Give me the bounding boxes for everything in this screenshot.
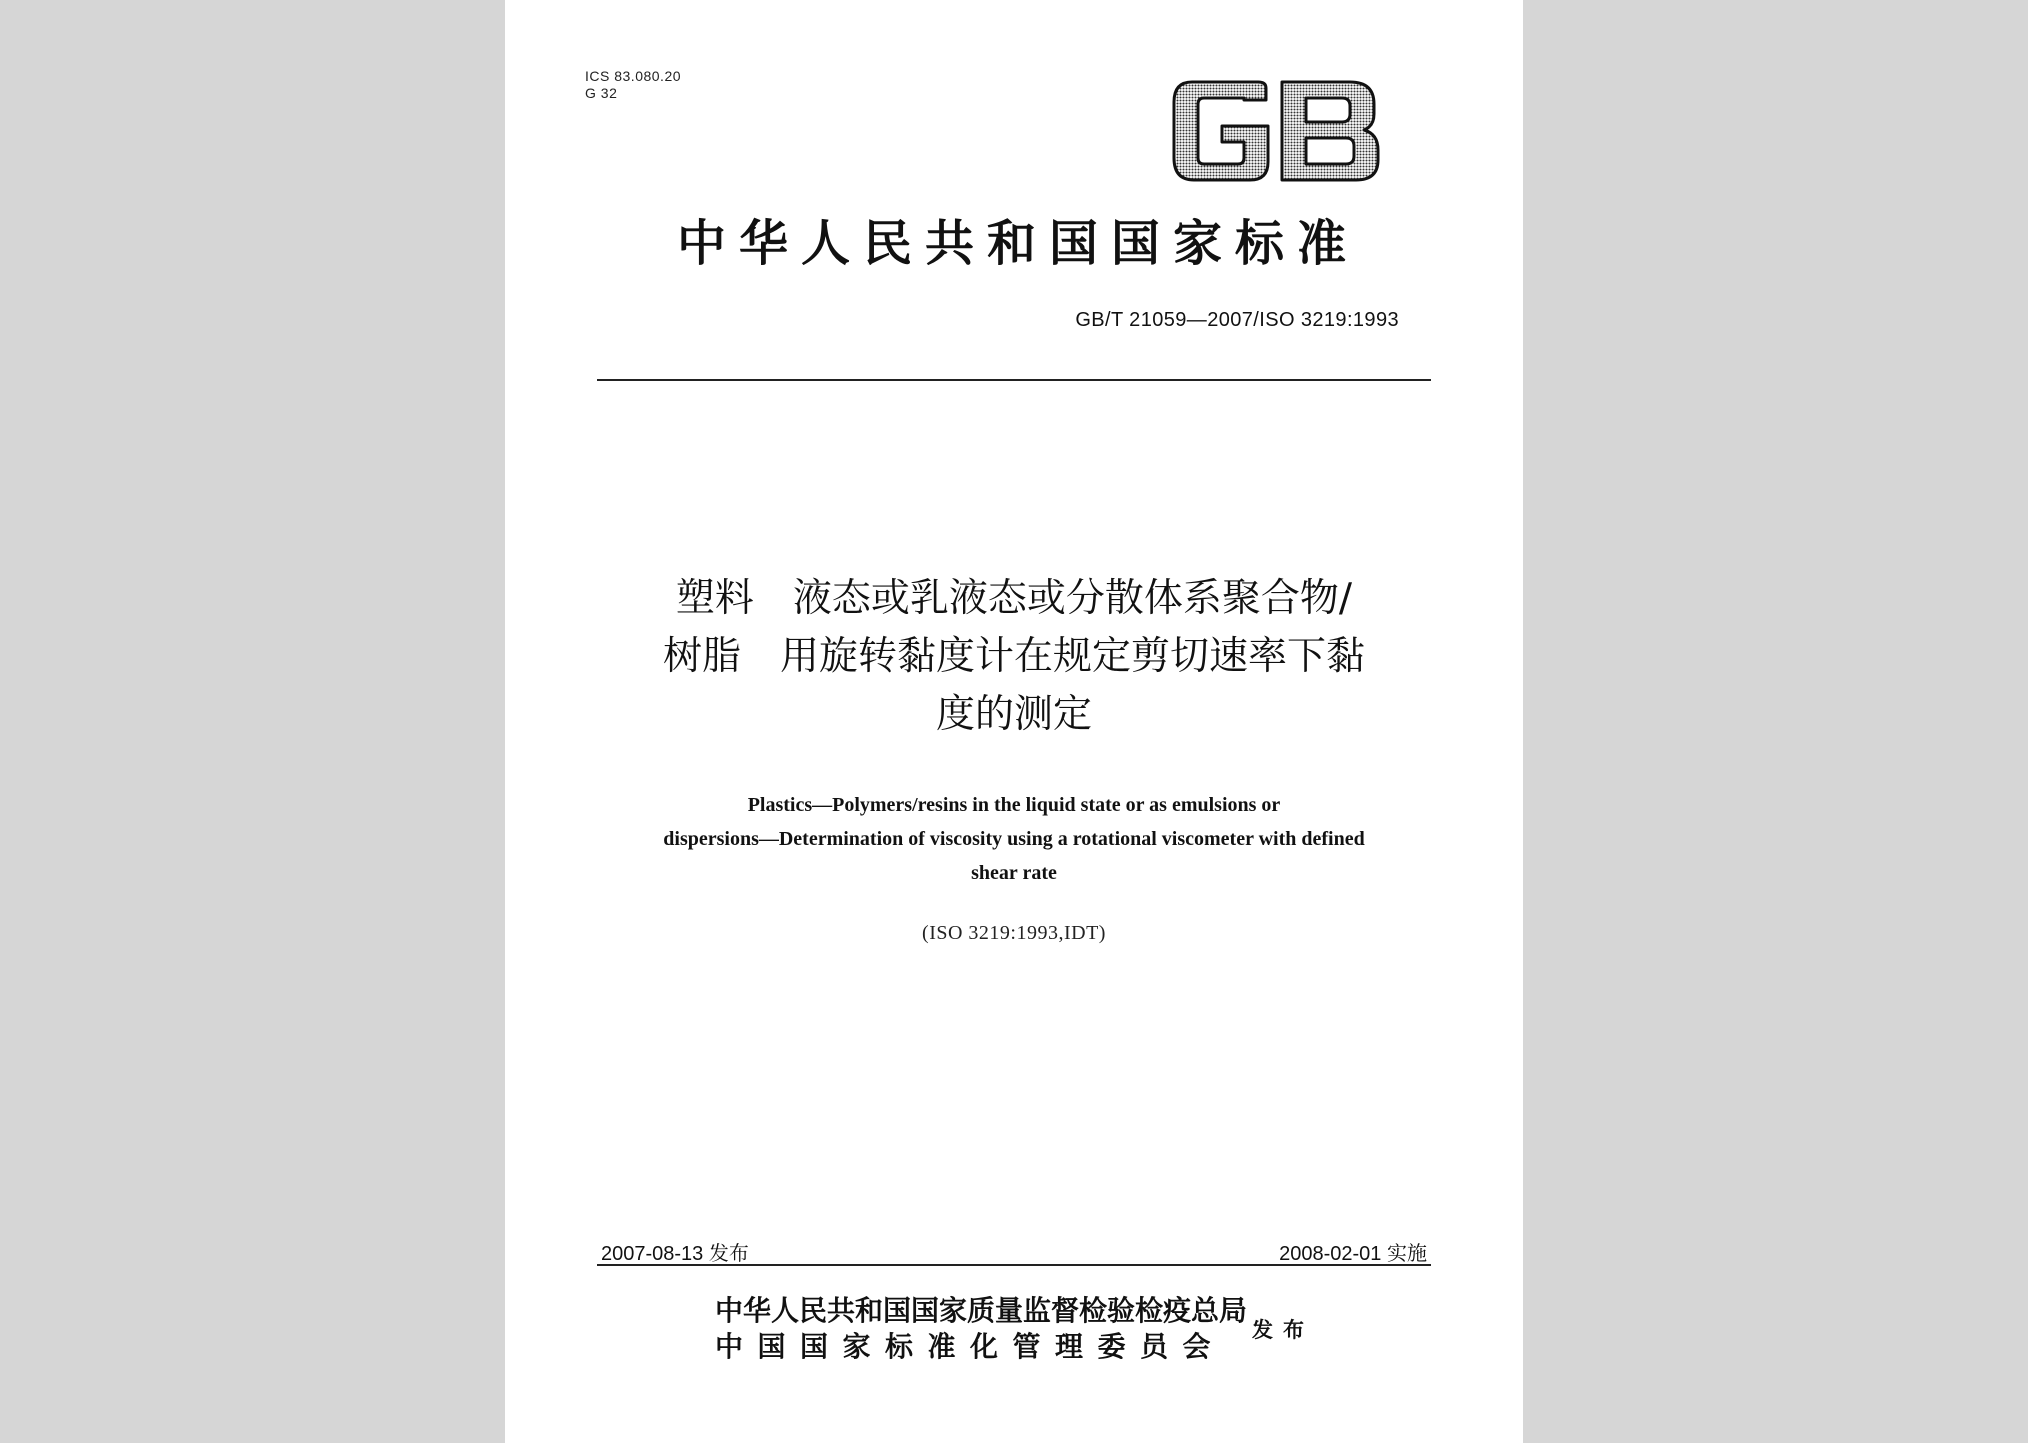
- issuing-authority: 中华人民共和国国家质量监督检验检疫总局: [715, 1294, 1248, 1327]
- ics-code: ICS 83.080.20: [585, 68, 682, 84]
- chinese-title-line: 树脂 用旋转黏度计在规定剪切速率下黏: [662, 634, 1365, 679]
- english-title-line: Plastics—Polymers/resins in the liquid state or as emulsions or: [747, 794, 1281, 816]
- effective-date: 2008-02-01 实施: [1279, 1243, 1427, 1265]
- chinese-title-line: 塑料 液态或乳液态或分散体系聚合物/: [675, 576, 1353, 621]
- gb-logo: [1170, 78, 1382, 184]
- issuing-authorities: [715, 1293, 1247, 1365]
- english-title: [565, 788, 1463, 890]
- gb-logo-letter-b: [1282, 82, 1378, 180]
- chinese-title-line: 度的测定: [935, 692, 1092, 737]
- english-title-line: dispersions—Determination of viscosity using a rotational viscometer with defined: [663, 828, 1365, 850]
- standard-cover-page: [505, 0, 1523, 1443]
- issue-action-label: 发布: [1252, 1318, 1314, 1342]
- header-divider: [597, 379, 1431, 381]
- standard-category-title: 中华人民共和国国家标准: [676, 215, 1359, 272]
- issuing-authority: 中国国家标准化管理委员会: [715, 1330, 1226, 1363]
- ccs-code: G 32: [585, 85, 618, 101]
- english-title-line: shear rate: [971, 862, 1057, 884]
- iso-equivalence-reference: (ISO 3219:1993,IDT): [922, 922, 1106, 944]
- standard-number: GB/T 21059—2007/ISO 3219:1993: [1075, 309, 1399, 331]
- chinese-title: [565, 570, 1463, 744]
- footer-divider: [597, 1264, 1431, 1266]
- issue-date: 2007-08-13 发布: [601, 1243, 749, 1265]
- gb-logo-letter-g: [1174, 82, 1268, 180]
